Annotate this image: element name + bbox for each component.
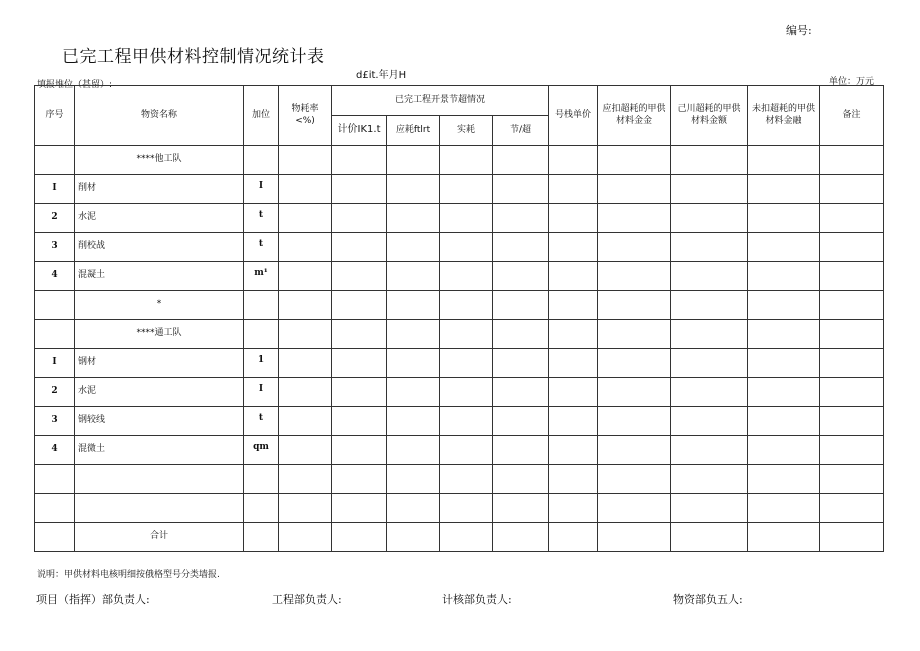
date-line: d£it.年月H <box>356 70 407 81</box>
cell-unit: 1 <box>244 349 279 378</box>
cell-empty[interactable] <box>598 233 671 262</box>
cell-empty[interactable] <box>440 146 493 175</box>
header-should-qty: 应耗ftlrt <box>387 116 440 146</box>
header-col-a-line1: 应扣超耗的甲供 <box>602 104 666 115</box>
cell-unit: qm <box>244 436 279 465</box>
cell-empty[interactable] <box>440 320 493 349</box>
cell-empty[interactable] <box>820 378 884 407</box>
cell-empty[interactable] <box>820 233 884 262</box>
cell-empty[interactable] <box>671 465 748 494</box>
cell-empty[interactable] <box>598 494 671 523</box>
cell-seq: 2 <box>35 378 75 407</box>
cell-empty[interactable] <box>549 320 598 349</box>
cell-empty[interactable] <box>332 523 387 552</box>
cell-empty[interactable] <box>387 204 440 233</box>
cell-empty[interactable] <box>748 262 820 291</box>
cell-empty[interactable] <box>549 233 598 262</box>
cell-empty[interactable] <box>279 204 332 233</box>
cell-material-name: ****通工队 <box>75 320 244 349</box>
cell-empty[interactable] <box>332 262 387 291</box>
footnote: 说明：甲供材料电核明细按俄格型号分类墙报. <box>37 570 220 580</box>
cell-empty[interactable] <box>493 204 549 233</box>
cell-empty[interactable] <box>748 523 820 552</box>
cell-seq: 3 <box>35 407 75 436</box>
cell-seq <box>35 146 75 175</box>
cell-empty[interactable] <box>748 204 820 233</box>
header-plan-qty: 计价IK1.t <box>332 116 387 146</box>
cell-empty[interactable] <box>493 523 549 552</box>
cell-seq: I <box>35 349 75 378</box>
cell-material-name: 混微土 <box>75 436 244 465</box>
cell-empty[interactable] <box>279 494 332 523</box>
cell-empty[interactable] <box>279 262 332 291</box>
cell-empty[interactable] <box>440 204 493 233</box>
cell-empty[interactable] <box>387 407 440 436</box>
cell-empty[interactable] <box>387 262 440 291</box>
cell-unit: t <box>244 204 279 233</box>
table-row <box>35 175 884 204</box>
cell-empty[interactable] <box>671 407 748 436</box>
cell-material-name: * <box>75 291 244 320</box>
header-consumption-rate <box>279 86 332 146</box>
cell-empty[interactable] <box>671 349 748 378</box>
cell-material-name: 钢较线 <box>75 407 244 436</box>
cell-empty[interactable] <box>332 436 387 465</box>
header-material-name: 物资名称 <box>75 86 244 146</box>
cell-empty[interactable] <box>279 291 332 320</box>
cell-empty[interactable] <box>549 204 598 233</box>
header-actual-qty: 实耗 <box>440 116 493 146</box>
cell-empty[interactable] <box>748 407 820 436</box>
cell-empty[interactable] <box>493 349 549 378</box>
header-col-b <box>671 86 748 146</box>
table-row <box>35 291 884 320</box>
cell-empty[interactable] <box>279 407 332 436</box>
header-price: 号栈单价 <box>549 86 598 146</box>
cell-unit <box>244 291 279 320</box>
signature-engineering-head: 工程部负责人: <box>272 593 342 606</box>
cell-empty[interactable] <box>671 146 748 175</box>
header-col-a <box>598 86 671 146</box>
cell-empty[interactable] <box>820 523 884 552</box>
cell-material-name <box>75 494 244 523</box>
cell-empty[interactable] <box>332 378 387 407</box>
cell-empty[interactable] <box>332 349 387 378</box>
cell-seq <box>35 291 75 320</box>
cell-empty[interactable] <box>440 494 493 523</box>
header-col-b-line2: 材料金额 <box>690 115 727 126</box>
cell-empty[interactable] <box>332 204 387 233</box>
signature-materials-head: 物资部负五人: <box>673 593 743 606</box>
cell-empty[interactable] <box>493 320 549 349</box>
table-row <box>35 436 884 465</box>
table-row <box>35 494 884 523</box>
cell-empty[interactable] <box>279 436 332 465</box>
cell-empty[interactable] <box>748 233 820 262</box>
cell-empty[interactable] <box>598 291 671 320</box>
cell-empty[interactable] <box>820 262 884 291</box>
cell-empty[interactable] <box>387 436 440 465</box>
cell-seq: 3 <box>35 233 75 262</box>
cell-empty[interactable] <box>598 146 671 175</box>
cell-empty[interactable] <box>820 349 884 378</box>
cell-material-name: ****他工队 <box>75 146 244 175</box>
cell-material-name: 削材 <box>75 175 244 204</box>
cell-empty[interactable] <box>820 407 884 436</box>
cell-empty[interactable] <box>671 175 748 204</box>
cell-empty[interactable] <box>820 146 884 175</box>
cell-material-name: 水泥 <box>75 378 244 407</box>
cell-empty[interactable] <box>549 436 598 465</box>
cell-seq: 4 <box>35 262 75 291</box>
cell-empty[interactable] <box>549 262 598 291</box>
cell-empty[interactable] <box>387 523 440 552</box>
cell-empty[interactable] <box>549 175 598 204</box>
cell-empty[interactable] <box>440 465 493 494</box>
cell-unit: t <box>244 233 279 262</box>
cell-empty[interactable] <box>440 233 493 262</box>
cell-unit <box>244 523 279 552</box>
header-col-c-line1: 未扣超耗的甲供 <box>751 104 815 115</box>
cell-empty[interactable] <box>279 320 332 349</box>
cell-empty[interactable] <box>279 523 332 552</box>
cell-empty[interactable] <box>387 494 440 523</box>
table-row <box>35 146 884 175</box>
cell-empty[interactable] <box>598 378 671 407</box>
cell-empty[interactable] <box>279 465 332 494</box>
cell-empty[interactable] <box>387 465 440 494</box>
cell-empty[interactable] <box>549 146 598 175</box>
cell-empty[interactable] <box>549 407 598 436</box>
cell-empty[interactable] <box>748 175 820 204</box>
table-row <box>35 204 884 233</box>
cell-unit: m¹ <box>244 262 279 291</box>
cell-empty[interactable] <box>332 494 387 523</box>
header-rate-line2: <%) <box>295 115 315 126</box>
table-row <box>35 233 884 262</box>
table-row <box>35 349 884 378</box>
cell-empty[interactable] <box>820 204 884 233</box>
cell-material-name: 合计 <box>75 523 244 552</box>
cell-empty[interactable] <box>748 320 820 349</box>
cell-empty[interactable] <box>748 349 820 378</box>
cell-empty[interactable] <box>671 378 748 407</box>
cell-unit <box>244 494 279 523</box>
cell-empty[interactable] <box>820 175 884 204</box>
cell-empty[interactable] <box>493 233 549 262</box>
cell-material-name <box>75 465 244 494</box>
table-row <box>35 523 884 552</box>
cell-empty[interactable] <box>549 349 598 378</box>
cell-empty[interactable] <box>440 523 493 552</box>
header-unit: 加位 <box>244 86 279 146</box>
cell-empty[interactable] <box>671 436 748 465</box>
cell-empty[interactable] <box>820 436 884 465</box>
cell-empty[interactable] <box>598 465 671 494</box>
cell-empty[interactable] <box>279 146 332 175</box>
cell-empty[interactable] <box>748 494 820 523</box>
cell-empty[interactable] <box>598 407 671 436</box>
cell-empty[interactable] <box>671 262 748 291</box>
cell-unit <box>244 465 279 494</box>
cell-empty[interactable] <box>279 175 332 204</box>
cell-empty[interactable] <box>387 146 440 175</box>
cell-unit: t <box>244 407 279 436</box>
cell-seq <box>35 523 75 552</box>
cell-empty[interactable] <box>598 349 671 378</box>
cell-empty[interactable] <box>671 320 748 349</box>
cell-empty[interactable] <box>671 204 748 233</box>
cell-empty[interactable] <box>332 233 387 262</box>
cell-empty[interactable] <box>493 494 549 523</box>
cell-empty[interactable] <box>279 349 332 378</box>
page-title: 已完工程甲供材料控制情况统计表 <box>62 47 325 67</box>
reporting-unit-label: 填报堆位（甚留）: <box>37 80 113 90</box>
cell-empty[interactable] <box>598 204 671 233</box>
cell-empty[interactable] <box>440 407 493 436</box>
cell-empty[interactable] <box>493 146 549 175</box>
cell-material-name: 水泥 <box>75 204 244 233</box>
cell-empty[interactable] <box>440 262 493 291</box>
cell-empty[interactable] <box>748 378 820 407</box>
table-row <box>35 465 884 494</box>
cell-empty[interactable] <box>598 523 671 552</box>
cell-empty[interactable] <box>440 175 493 204</box>
serial-number-label: 编号: <box>786 24 812 37</box>
cell-empty[interactable] <box>493 175 549 204</box>
header-saving-qty: 节/超 <box>493 116 549 146</box>
signature-audit-head: 计核部负责人: <box>442 593 512 606</box>
table-row <box>35 378 884 407</box>
cell-empty[interactable] <box>387 175 440 204</box>
cell-seq <box>35 465 75 494</box>
table-body <box>35 146 884 552</box>
cell-empty[interactable] <box>671 291 748 320</box>
signature-project-head: 项目（指挥）部负责人: <box>36 593 150 606</box>
cell-empty[interactable] <box>387 320 440 349</box>
cell-empty[interactable] <box>332 291 387 320</box>
cell-seq: I <box>35 175 75 204</box>
header-remark: 备注 <box>820 86 884 146</box>
cell-empty[interactable] <box>598 262 671 291</box>
cell-empty[interactable] <box>387 233 440 262</box>
cell-empty[interactable] <box>549 465 598 494</box>
cell-empty[interactable] <box>440 378 493 407</box>
cell-empty[interactable] <box>332 146 387 175</box>
cell-empty[interactable] <box>440 436 493 465</box>
cell-seq: 2 <box>35 204 75 233</box>
table-row <box>35 262 884 291</box>
cell-empty[interactable] <box>279 378 332 407</box>
cell-material-name: 钢材 <box>75 349 244 378</box>
cell-empty[interactable] <box>387 378 440 407</box>
cell-material-name: 混凝土 <box>75 262 244 291</box>
header-seq: 序号 <box>35 86 75 146</box>
cell-empty[interactable] <box>820 320 884 349</box>
cell-empty[interactable] <box>549 494 598 523</box>
cell-empty[interactable] <box>748 436 820 465</box>
cell-material-name: 削校战 <box>75 233 244 262</box>
cell-empty[interactable] <box>820 494 884 523</box>
cell-empty[interactable] <box>332 175 387 204</box>
cell-seq <box>35 320 75 349</box>
cell-empty[interactable] <box>820 465 884 494</box>
table-row <box>35 407 884 436</box>
cell-empty[interactable] <box>598 320 671 349</box>
cell-empty[interactable] <box>493 291 549 320</box>
cell-empty[interactable] <box>493 378 549 407</box>
cell-empty[interactable] <box>440 349 493 378</box>
cell-empty[interactable] <box>549 523 598 552</box>
cell-empty[interactable] <box>549 291 598 320</box>
cell-empty[interactable] <box>493 407 549 436</box>
cell-empty[interactable] <box>748 146 820 175</box>
cell-empty[interactable] <box>440 291 493 320</box>
cell-seq: 4 <box>35 436 75 465</box>
cell-empty[interactable] <box>332 320 387 349</box>
cell-empty[interactable] <box>493 465 549 494</box>
cell-empty[interactable] <box>493 436 549 465</box>
header-col-a-line2: 材料金金 <box>615 115 652 126</box>
cell-unit: I <box>244 175 279 204</box>
cell-empty[interactable] <box>671 233 748 262</box>
cell-empty[interactable] <box>549 378 598 407</box>
cell-unit <box>244 146 279 175</box>
table-row <box>35 320 884 349</box>
cell-unit: I <box>244 378 279 407</box>
cell-empty[interactable] <box>748 291 820 320</box>
cell-empty[interactable] <box>671 523 748 552</box>
cell-unit <box>244 320 279 349</box>
cell-empty[interactable] <box>598 436 671 465</box>
cell-seq <box>35 494 75 523</box>
header-col-c <box>748 86 820 146</box>
material-control-table <box>34 85 884 552</box>
cell-empty[interactable] <box>748 465 820 494</box>
cell-empty[interactable] <box>671 494 748 523</box>
cell-empty[interactable] <box>598 175 671 204</box>
header-saving-group: 已完工程开景节超情况 <box>332 86 549 116</box>
cell-empty[interactable] <box>332 465 387 494</box>
header-rate-line1: 物耗率 <box>291 104 319 115</box>
header-col-b-line1: 己川超耗的甲供 <box>677 104 741 115</box>
header-col-c-line2: 材料金融 <box>765 115 802 126</box>
cell-empty[interactable] <box>332 407 387 436</box>
cell-empty[interactable] <box>387 349 440 378</box>
currency-unit-label: 单位：万元 <box>829 77 875 87</box>
cell-empty[interactable] <box>493 262 549 291</box>
cell-empty[interactable] <box>279 233 332 262</box>
cell-empty[interactable] <box>387 291 440 320</box>
cell-empty[interactable] <box>820 291 884 320</box>
